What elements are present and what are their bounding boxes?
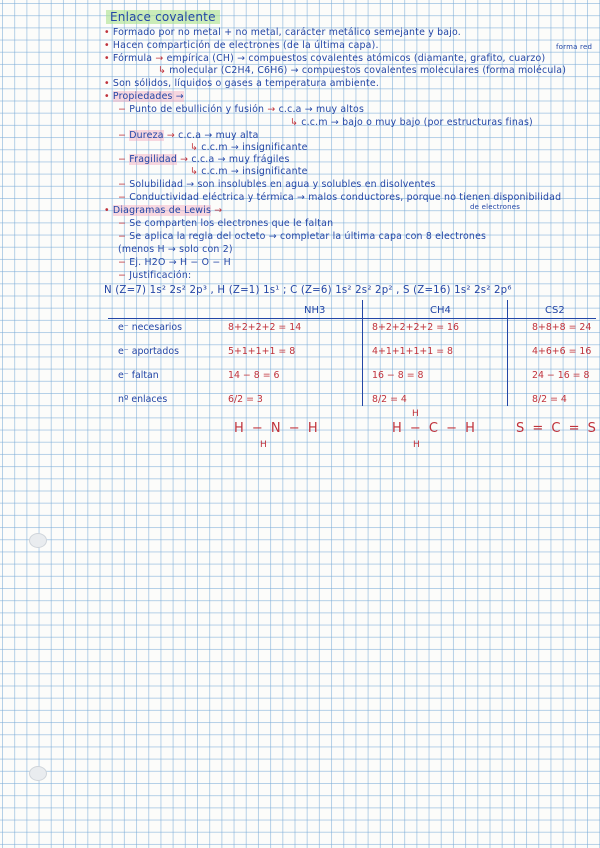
note-line: ↳ c.c.m → insignificante <box>190 166 308 177</box>
table-cell: 5+1+1+1 = 8 <box>228 346 296 357</box>
table-cell: 8/2 = 4 <box>532 394 567 405</box>
note-line: − Ej. H2O → H − O − H <box>118 257 231 268</box>
section-heading: • Propiedades → <box>104 91 184 102</box>
table-row-label: nº enlaces <box>118 394 168 405</box>
table-divider <box>362 300 363 406</box>
binder-hole <box>29 766 47 781</box>
table-cell: 16 − 8 = 8 <box>372 370 424 381</box>
note-line: − Se aplica la regla del octeto → completar la última capa con 8 electrones <box>118 231 487 242</box>
margin-note: forma red <box>556 43 593 51</box>
note-line: ↳ c.c.m → insignificante <box>190 142 308 153</box>
lewis-top-h: H <box>412 409 421 419</box>
note-line: • Formado por no metal + no metal, carácter metálico semejante y bajo. <box>104 27 461 38</box>
table-cell: 8+2+2+2+2 = 16 <box>372 322 459 333</box>
note-line: − Justificación: <box>118 270 192 281</box>
lewis-bottom-h: H <box>260 440 269 450</box>
table-row-label: e⁻ necesarios <box>118 322 183 333</box>
note-line: − Conductividad eléctrica y térmica → malos conductores, porque no tienen disponibilidad <box>118 192 562 203</box>
note-line: • Fórmula → empírica (CH) → compuestos covalentes atómicos (diamante, grafito, cuarzo) <box>104 53 546 64</box>
binder-hole <box>29 533 47 548</box>
table-cell: 24 − 16 = 8 <box>532 370 590 381</box>
note-line: − Fragilidad → c.c.a → muy frágiles <box>118 154 290 165</box>
note-line: ↳ molecular (C2H4, C6H6) → compuestos covalentes moleculares (forma molécula) <box>158 65 567 76</box>
table-row-label: e⁻ faltan <box>118 370 159 381</box>
table-cell: 8+8+8 = 24 <box>532 322 592 333</box>
table-cell: 8/2 = 4 <box>372 394 407 405</box>
lewis-bottom-h: H <box>413 440 422 450</box>
lewis-structure-ch4: H − C − H <box>392 421 477 436</box>
table-divider <box>507 300 508 406</box>
electron-config-line: N (Z=7) 1s² 2s² 2p³ , H (Z=1) 1s¹ ; C (Z=6) 1s² 2s² 2p² , S (Z=16) 1s² 2s² 2p⁶ <box>104 285 512 296</box>
column-header-nh3: NH3 <box>304 305 326 316</box>
table-header-rule <box>108 318 596 319</box>
margin-note: de electrones <box>470 203 521 211</box>
column-header-cs2: CS2 <box>545 305 565 316</box>
note-line: (menos H → solo con 2) <box>118 244 233 255</box>
table-cell: 8+2+2+2 = 14 <box>228 322 302 333</box>
table-cell: 6/2 = 3 <box>228 394 263 405</box>
section-heading: • Diagramas de Lewis → <box>104 205 223 216</box>
note-line: • Hacen compartición de electrones (de la última capa). <box>104 40 379 51</box>
note-line: − Punto de ebullición y fusión → c.c.a → muy altos <box>118 104 365 115</box>
table-cell: 14 − 8 = 6 <box>228 370 280 381</box>
note-line: ↳ c.c.m → bajo o muy bajo (por estructuras finas) <box>290 117 533 128</box>
note-line: − Se comparten los electrones que le faltan <box>118 218 334 229</box>
note-line: • Son sólidos, líquidos o gases a temperatura ambiente. <box>104 78 380 89</box>
lewis-structure-nh3: H − N − H <box>234 421 320 436</box>
column-header-ch4: CH4 <box>430 305 451 316</box>
table-cell: 4+6+6 = 16 <box>532 346 592 357</box>
table-row-label: e⁻ aportados <box>118 346 179 357</box>
note-line: − Solubilidad → son insolubles en agua y solubles en disolventes <box>118 179 436 190</box>
table-cell: 4+1+1+1+1 = 8 <box>372 346 454 357</box>
page-title: Enlace covalente <box>106 10 220 24</box>
lewis-structure-cs2: S = C = S <box>516 421 598 436</box>
note-line: − Dureza → c.c.a → muy alta <box>118 130 259 141</box>
